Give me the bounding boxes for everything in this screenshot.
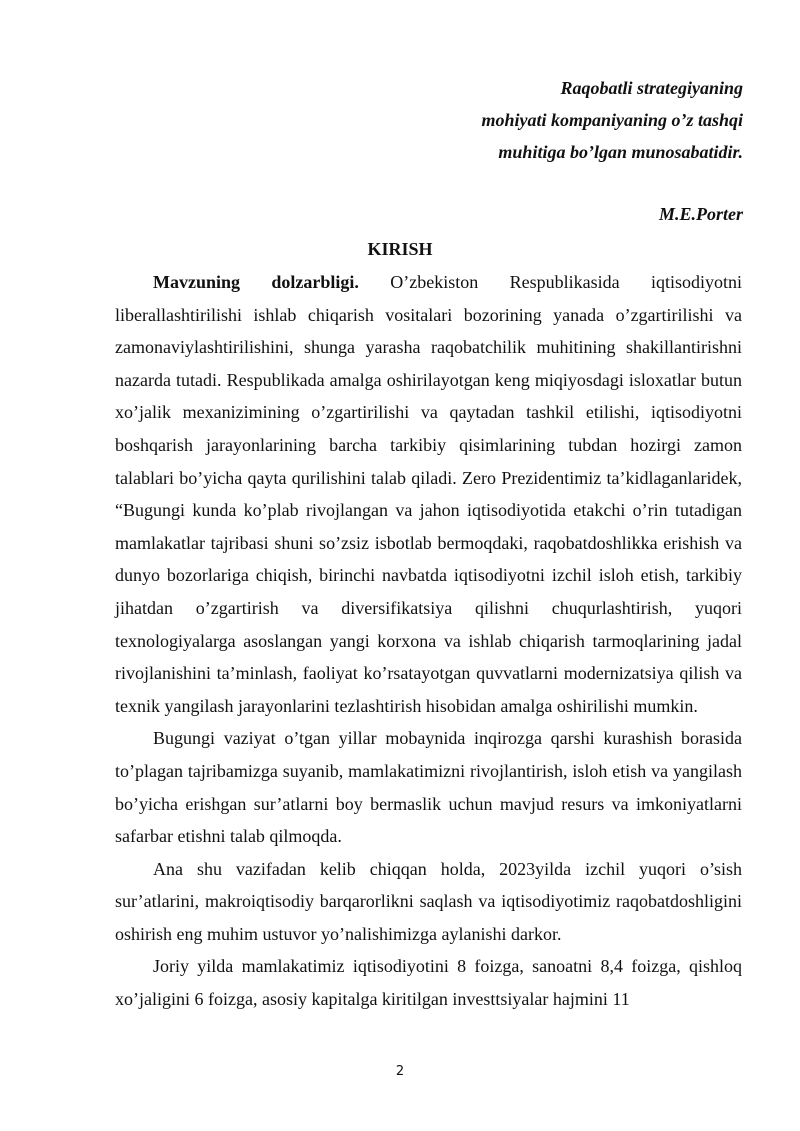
paragraph: Bugungi vaziyat o’tgan yillar mobaynida inqirozga qarshi kurashish borasida to’plagan tajribamizga suyanib, mamlakatimizni rivojlantirish, isloh etish va yangilash bo’yicha erishgan sur’atlarni boy bermaslik uchun mavjud resurs va imkoniyatlarni safarbar etishni talab qilmoqda. [115, 728, 742, 847]
paragraph [115, 266, 742, 722]
page-number: 2 [395, 1064, 405, 1079]
paragraph-lead: Mavzuning dolzarbligi. [153, 272, 359, 292]
paragraph: Joriy yilda mamlakatimiz iqtisodiyotini 8 foizga, sanoatni 8,4 foizga, qishloq xo’jaligini 6 foizga, asosiy kapitalga kiritilgan investtsiyalar hajmini 11 [115, 956, 742, 1010]
epigraph-line: muhitiga bo’lgan munosabatidir. [498, 142, 743, 162]
epigraph-line: Raqobatli strategiyaning [560, 78, 743, 98]
paragraph-text: O’zbekiston Respublikasida iqtisodiyotni liberallashtirilishi ishlab chiqarish vositalari bozorining yanada o’zgartirilishi va zamonaviylashtirilishini, shunga yarasha raqobatchilik muhitining shakillantirishni nazarda tutadi. Respublikada amalga oshirilayotgan keng miqiyosdagi isloxatlar butun xo’jalik mexanizimining o’zgartirilishi va qaytadan tashkil etilishi, iqtisodiyotni boshqarish jarayonlarining barcha tarkibiy qisimlarining tubdan hozirgi zamon talablari bo’yicha qayta qurilishini talab qiladi. Zero Prezidentimiz ta’kidlaganlaridek, “Bugungi kunda ko’plab rivojlangan va jahon iqtisodiyotida etakchi o’rin tutadigan mamlakatlar tajribasi shuni so’zsiz isbotlab bermoqdaki, raqobatdoshlikka erishish va dunyo bozorlariga chiqish, birinchi navbatda iqtisodiyotni izchil isloh etish, tarkibiy jihatdan o’zgartirish va diversifikatsiya qilishni chuqurlashtirish, yuqori texnologiyalarga asoslangan yangi korxona va ishlab chiqarish tarmoqlarining jadal rivojlanishini ta’minlash, faoliyat ko’rsatayotgan quvvatlarni modernizatsiya qilish va texnik yangilash jarayonlarini tezlashtirish hisobidan amalga oshirilishi mumkin. [115, 272, 742, 716]
epigraph-line: mohiyati kompaniyaning o’z tashqi [481, 110, 743, 130]
section-heading: KIRISH [367, 239, 433, 259]
epigraph [323, 72, 743, 230]
epigraph-author: M.E.Porter [658, 204, 743, 224]
body-text [115, 266, 742, 1016]
paragraph: Ana shu vazifadan kelib chiqqan holda, 2023yilda izchil yuqori o’sish sur’atlarini, makroiqtisodiy barqarorlikni saqlash va iqtisodiyotimiz raqobatdoshligini oshirish eng muhim ustuvor yo’nalishimizga aylanishi darkor. [115, 858, 742, 944]
